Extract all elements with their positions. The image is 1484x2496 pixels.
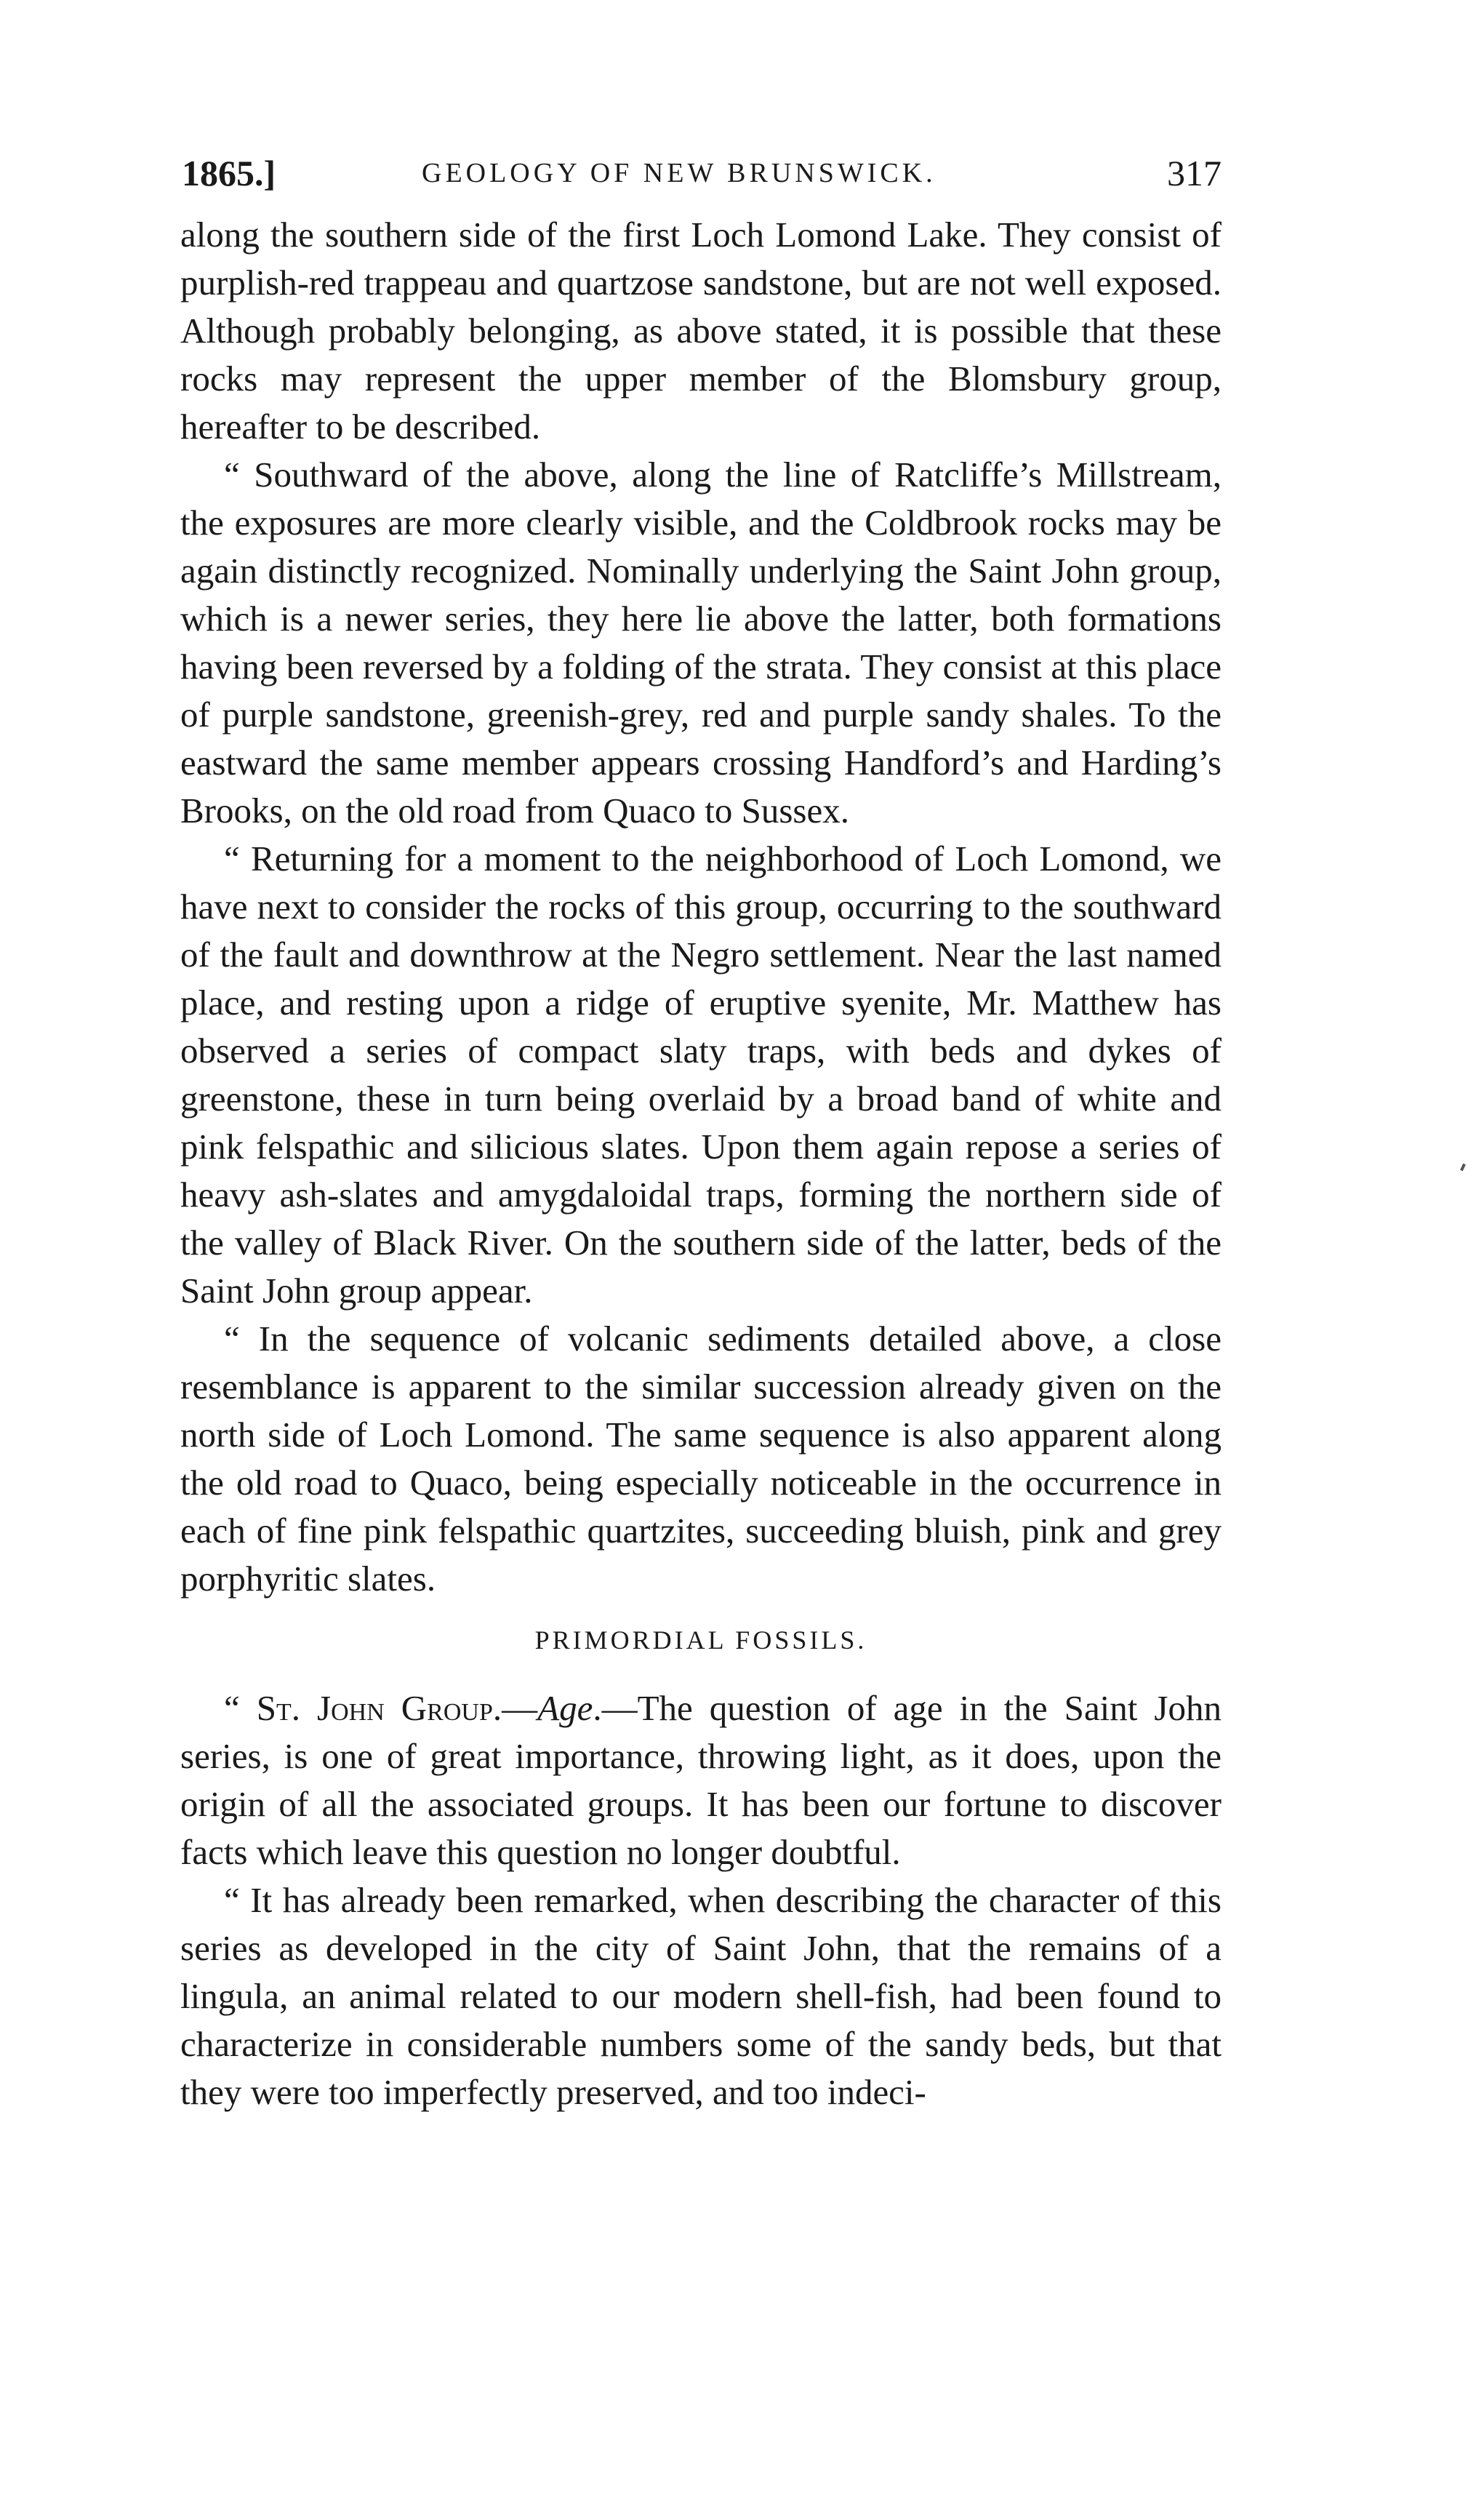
dash: .— [492,1688,538,1728]
section-heading: PRIMORDIAL FOSSILS. [534,1625,867,1655]
age-label: Age [537,1688,593,1728]
header-title: GEOLOGY OF NEW BRUNSWICK. [422,158,936,188]
paragraph-age-text: .—The question of age in the Saint John series, is one of great importance, throwing light, as it does, upon the origin of all the associated groups. It has been our fortune to discover facts which leave this question no longer doubtful. [180,1688,1222,1872]
paragraph-continued: along the southern side of the first Loch Lomond Lake. They consist of purplish-red trappeau and quartzose sandstone, but are not well exposed. Although probably belonging, as above stated, it is possible that these rocks may represent the upper member of the Blomsbury group, hereafter to be described. [180,215,1222,447]
group-name: St. John Group [256,1688,493,1728]
paragraph-loch-lomond: “ Returning for a moment to the neighborhood of Loch Lomond, we have next to consider the rocks of this group, occurring to the southward of the fault and downthrow at the Negro settlement. Near the last named place, and resting upon a ridge of eruptive syenite, Mr. Matthew has observed a series of compact slaty traps, with beds and dykes of greenstone, these in turn being overlaid by a broad band of white and pink felspathic and silicious slates. Upon them again repose a series of heavy ash-slates and amygdaloidal traps, forming the northern side of the valley of Black River. On the southern side of the latter, beds of the Saint John group appear. [180,839,1222,1311]
paragraph-ratcliffe: “ Southward of the above, along the line of Ratcliffe’s Millstream, the exposures are more clearly visible, and the Coldbrook rocks may be again distinctly recognized. Nominally underlying the Saint John group, which is a newer series, they here lie above the latter, both formations having been reversed by a folding of the strata. They consist at this place of purple sandstone, greenish-grey, red and purple sandy shales. To the eastward the same member appears crossing Handford’s and Harding’s Brooks, on the old road from Quaco to Sussex. [180,455,1222,831]
paragraph-lingula: “ It has already been remarked, when describing the character of this series as developed in the city of Saint John, that the remains of a lingula, an animal related to our modern shell-fish, had been found to characterize in considerable numbers some of the sandy beds, but that they were too imperfectly preserved, and too indeci- [180,1880,1222,2112]
running-header [182,144,1222,202]
page-number: 317 [1167,153,1222,193]
open-quote: “ [224,1688,257,1728]
paragraph-volcanic-sequence: “ In the sequence of volcanic sediments detailed above, a close resemblance is apparent to the similar succession already given on the north side of Loch Lomond. The same sequence is also apparent along the old road to Quaco, being especially noticeable in the occurrence in each of fine pink felspathic quartzites, succeeding bluish, pink and grey porphyritic slates. [180,1319,1222,1599]
body-text [180,211,1222,2116]
header-year: 1865.] [182,153,276,193]
paragraph-st-john-group [180,1684,1222,1876]
stray-ink-mark [1460,1164,1466,1172]
